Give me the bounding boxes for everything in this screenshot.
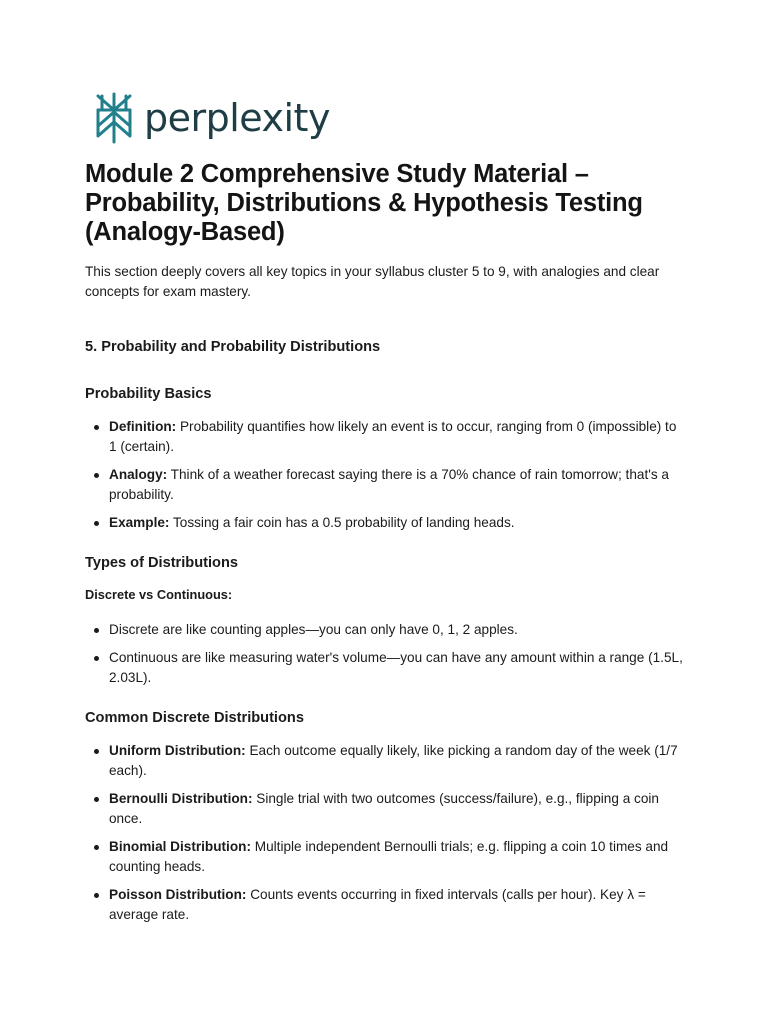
item-label: Analogy: bbox=[109, 467, 168, 482]
section-5-heading: 5. Probability and Probability Distributions bbox=[85, 339, 381, 355]
list-item bbox=[85, 620, 685, 640]
item-text: Continuous are like measuring water's volume—you can have any amount within a range (1.5L, 2.03L). bbox=[109, 650, 683, 685]
probability-basics-list bbox=[85, 417, 685, 541]
item-label: Poisson Distribution: bbox=[109, 887, 247, 902]
item-text: Discrete are like counting apples—you can only have 0, 1, 2 apples. bbox=[109, 622, 518, 637]
list-item bbox=[85, 648, 685, 688]
discrete-distributions-list bbox=[85, 741, 685, 933]
item-text: Multiple independent Bernoulli trials; e.g. flipping a coin 10 times and counting heads. bbox=[109, 839, 669, 874]
list-item bbox=[85, 789, 685, 829]
item-text: Probability quantifies how likely an event is to occur, ranging from 0 (impossible) to 1 (certain). bbox=[109, 419, 677, 454]
list-item bbox=[85, 417, 685, 457]
item-text: Each outcome equally likely, like picking a random day of the week (1/7 each). bbox=[109, 743, 678, 778]
item-text: Think of a weather forecast saying there is a 70% chance of rain tomorrow; that's a probability. bbox=[109, 467, 669, 502]
item-text: Counts events occurring in fixed intervals (calls per hour). Key λ = average rate. bbox=[109, 887, 646, 922]
item-label: Binomial Distribution: bbox=[109, 839, 251, 854]
list-item bbox=[85, 741, 685, 781]
discrete-vs-continuous-heading: Discrete vs Continuous: bbox=[85, 587, 233, 602]
perplexity-logo-icon bbox=[94, 92, 134, 144]
item-label: Example: bbox=[109, 515, 170, 530]
probability-basics-heading: Probability Basics bbox=[85, 386, 212, 402]
intro-paragraph: This section deeply covers all key topics in your syllabus cluster 5 to 9, with analogies and clear concepts for exam mastery. bbox=[85, 264, 660, 299]
item-label: Bernoulli Distribution: bbox=[109, 791, 253, 806]
discrete-continuous-list bbox=[85, 620, 685, 696]
list-item bbox=[85, 837, 685, 877]
perplexity-logo bbox=[94, 92, 330, 144]
item-label: Definition: bbox=[109, 419, 177, 434]
list-item bbox=[85, 885, 685, 925]
list-item bbox=[85, 513, 685, 533]
list-item bbox=[85, 465, 685, 505]
perplexity-wordmark: perplexity bbox=[144, 96, 330, 140]
item-label: Uniform Distribution: bbox=[109, 743, 246, 758]
common-discrete-distributions-heading: Common Discrete Distributions bbox=[85, 710, 304, 726]
types-of-distributions-heading: Types of Distributions bbox=[85, 555, 238, 571]
item-text: Single trial with two outcomes (success/failure), e.g., flipping a coin once. bbox=[109, 791, 659, 826]
item-text: Tossing a fair coin has a 0.5 probability of landing heads. bbox=[169, 515, 515, 530]
page-title: Module 2 Comprehensive Study Material – Probability, Distributions & Hypothesis Testing (Analogy-Based) bbox=[85, 160, 643, 246]
